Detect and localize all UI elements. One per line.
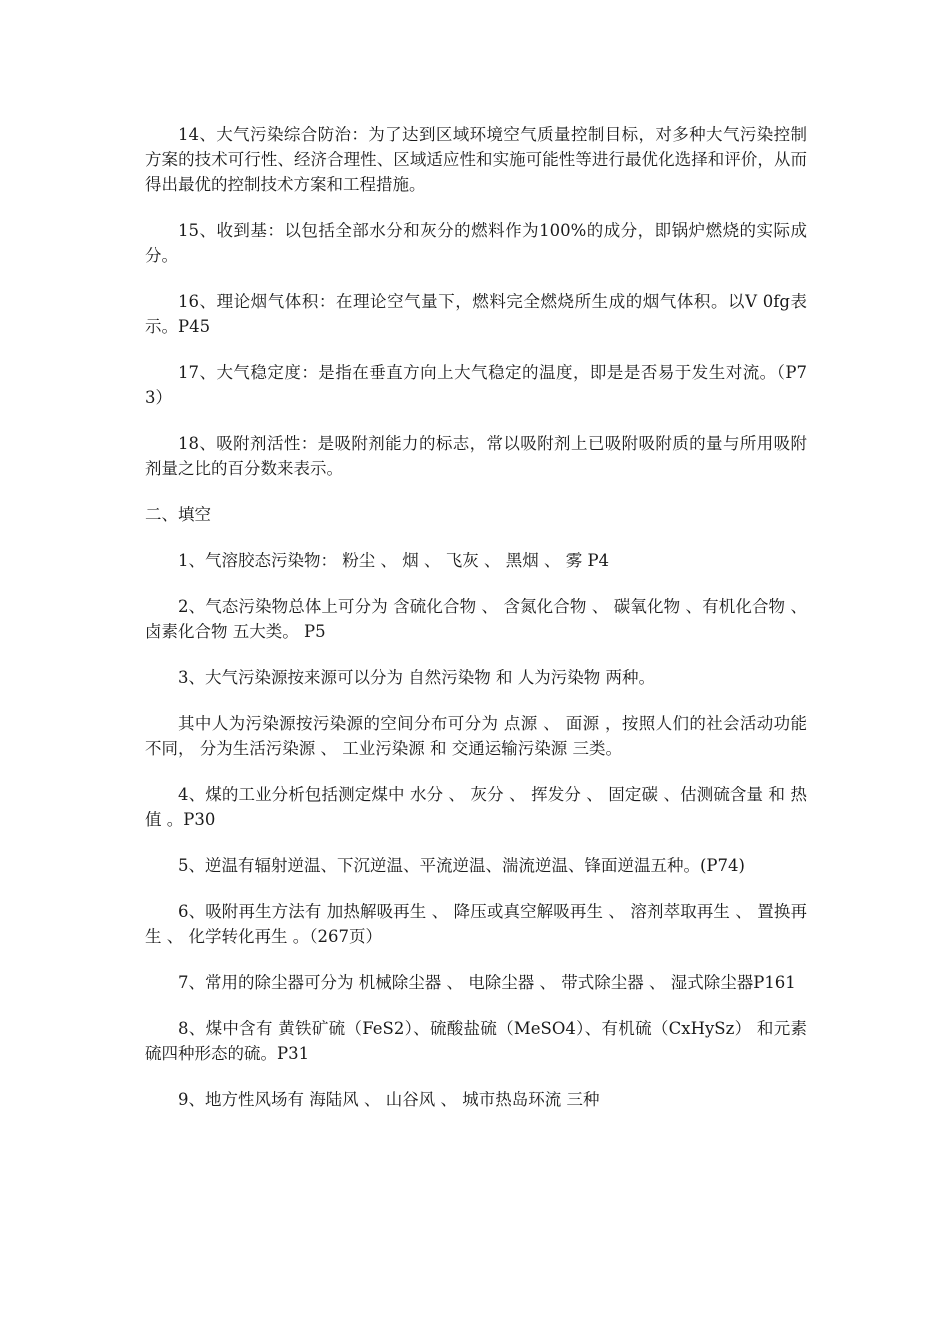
fill-in-3-continued: 其中人为污染源按污染源的空间分布可分为 点源 、 面源 ，按照人们的社会活动功能不同， 分为生活污染源 、 工业污染源 和 交通运输污染源 三类。 — [145, 714, 807, 758]
definition-18: 18、吸附剂活性：是吸附剂能力的标志，常以吸附剂上已吸附吸附质的量与所用吸附剂量之比的百分数来表示。 — [145, 434, 807, 478]
definition-14: 14、大气污染综合防治：为了达到区域环境空气质量控制目标，对多种大气污染控制方案的技术可行性、经济合理性、区域适应性和实施可能性等进行最优化选择和评价，从而得出最优的控制技术方案和工程措施。 — [145, 125, 807, 194]
fill-in-1: 1、气溶胶态污染物： 粉尘 、 烟 、 飞灰 、 黑烟 、 雾 P4 — [178, 551, 610, 570]
fill-in-6: 6、吸附再生方法有 加热解吸再生 、 降压或真空解吸再生 、 溶剂萃取再生 、 置换再生 、 化学转化再生 。（267页） — [145, 902, 807, 946]
section-heading-fill-in: 二、填空 — [145, 505, 211, 524]
fill-in-8: 8、煤中含有 黄铁矿硫（FeS2）、硫酸盐硫（MeSO4）、有机硫（CxHySz） 和元素硫四种形态的硫。P31 — [145, 1019, 807, 1063]
fill-in-9: 9、地方性风场有 海陆风 、 山谷风 、 城市热岛环流 三种 — [178, 1090, 600, 1109]
document-body — [145, 122, 807, 1133]
fill-in-4: 4、煤的工业分析包括测定煤中 水分 、 灰分 、 挥发分 、 固定碳 、估测硫含量 和 热值 。P30 — [145, 785, 807, 829]
fill-in-2: 2、气态污染物总体上可分为 含硫化合物 、 含氮化合物 、 碳氧化物 、有机化合物 、 卤素化合物 五大类。 P5 — [145, 597, 807, 641]
fill-in-7: 7、常用的除尘器可分为 机械除尘器 、 电除尘器 、 带式除尘器 、 湿式除尘器P161 — [178, 973, 796, 992]
definition-17: 17、大气稳定度：是指在垂直方向上大气稳定的温度，即是是否易于发生对流。（P73） — [145, 363, 807, 407]
fill-in-5: 5、逆温有辐射逆温、下沉逆温、平流逆温、湍流逆温、锋面逆温五种。(P74) — [178, 856, 745, 875]
definition-16: 16、理论烟气体积：在理论空气量下，燃料完全燃烧所生成的烟气体积。以V 0fg表示。P45 — [145, 292, 807, 336]
fill-in-3: 3、大气污染源按来源可以分为 自然污染物 和 人为污染物 两种。 — [178, 668, 655, 687]
definition-15: 15、收到基：以包括全部水分和灰分的燃料作为100%的成分，即锅炉燃烧的实际成分。 — [145, 221, 807, 265]
